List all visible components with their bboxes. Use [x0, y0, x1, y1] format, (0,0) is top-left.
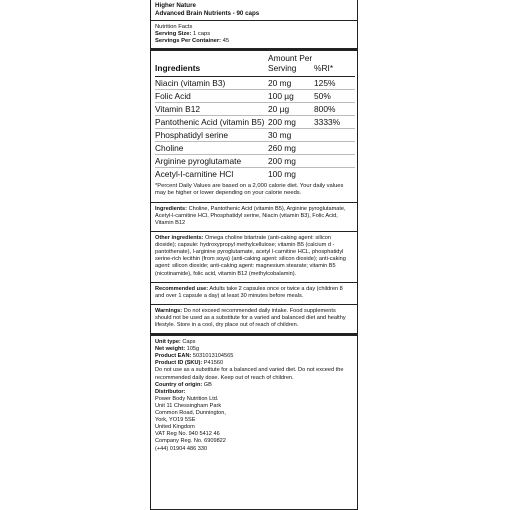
ingredients-section	[151, 202, 357, 227]
ingredient-name: Choline	[155, 142, 268, 155]
product-header	[155, 0, 353, 17]
country-of-origin	[155, 382, 353, 389]
ingredient-name: Arginine pyroglutamate	[155, 155, 268, 168]
nutrition-facts-title: Nutrition Facts	[155, 24, 193, 31]
table-row	[155, 129, 355, 142]
recommended-use-section	[151, 282, 357, 300]
unit-type	[155, 339, 353, 346]
country-value: GB	[202, 381, 212, 388]
product-sku-label: Product ID (SKU):	[155, 360, 203, 367]
address-line: VAT Reg No. 940 5412 46	[155, 431, 220, 438]
net-weight-value: 105g	[185, 346, 200, 353]
col-amount-header: Amount Per Serving	[268, 53, 313, 74]
product-ean	[155, 353, 353, 360]
disclaimer-text: Do not use as a substitute for a balanced and varied diet. Do not exceed the recommended daily dose. Keep out of reach of children.	[155, 367, 344, 381]
other-ingredients-label: Other ingredients:	[155, 235, 204, 242]
ingredient-ri: 800%	[314, 103, 355, 116]
servings-value: 45	[222, 38, 230, 45]
ingredient-name: Vitamin B12	[155, 103, 268, 116]
ingredient-ri	[314, 129, 355, 142]
ingredient-name: Acetyl-l-carnitine HCl	[155, 168, 268, 181]
table-row	[155, 142, 355, 155]
ingredient-amount: 30 mg	[268, 129, 314, 142]
table-header-row	[155, 53, 355, 77]
unit-type-value: Caps	[180, 339, 196, 346]
serving-size-label: Serving Size:	[155, 31, 192, 38]
col-ingredients-header: Ingredients	[155, 63, 201, 74]
nutrition-label-panel	[150, 0, 358, 510]
other-ingredients-text: Omega choline bitartrate (anti-caking agent: silicon dioxide); capsule: hydroxypropyl methylcellulose; vitamin B5 (calcium d -pantothenate), l-arginine pyroglutamate, acetyl l-carnitine HCL, phosphatidyl serine-rich lecithin (from soya) (anti-caking agent: silicon dioxide); anti-caking agent: silicon dioxide; anti-caking agent: magnesium stearate; vitamin B5 (nicotinamide), folic acid, vitamin B12 (methylcobalamin).	[155, 235, 346, 277]
ingredients-label: Ingredients:	[155, 205, 188, 212]
ingredient-amount: 200 mg	[268, 155, 314, 168]
net-weight	[155, 346, 353, 353]
table-body	[155, 77, 355, 181]
ingredient-amount: 100 µg	[268, 90, 314, 103]
ingredient-amount: 200 mg	[268, 116, 314, 129]
address-line: York, YO19 5SE	[155, 417, 196, 424]
ingredient-amount: 20 µg	[268, 103, 314, 116]
address-line: (+44) 01904 486 330	[155, 445, 208, 452]
ingredient-ri	[314, 168, 355, 181]
ingredient-ri: 50%	[314, 90, 355, 103]
address-line: Company Reg. No. 6909822	[155, 438, 226, 445]
serving-size-value: 1 caps	[193, 31, 211, 38]
country-label: Country of origin:	[155, 381, 203, 388]
table-row	[155, 155, 355, 168]
servings-per-container	[155, 38, 353, 45]
ingredient-ri: 125%	[314, 77, 355, 90]
table-row	[155, 90, 355, 103]
table-row	[155, 168, 355, 181]
ingredient-amount: 100 mg	[268, 168, 314, 181]
address-line: Unit 11 Chessingham Park	[155, 402, 222, 409]
distributor-address	[155, 396, 353, 453]
product-info-section	[151, 333, 357, 453]
daily-value-footnote: *Percent Daily Values are based on a 2,000 calorie diet. Your daily values may be higher or lower depending on your calorie needs.	[155, 183, 344, 197]
col-ri-header: %RI*	[314, 63, 334, 74]
nutrition-facts-block	[155, 24, 353, 45]
servings-label: Servings Per Container:	[155, 38, 222, 45]
ingredient-amount: 20 mg	[268, 77, 314, 90]
ingredient-ri: 3333%	[314, 116, 355, 129]
ingredients-table	[155, 53, 355, 180]
ingredients-text: Choline, Pantothenic Acid (vitamin B5), Arginine pyroglutamate, Acetyl-l-carnitine HCl, Phosphatidyl serine, Niacin (vitamin B3), Folic Acid, Vitamin B12	[155, 205, 346, 226]
brand-name: Higher Nature	[155, 2, 196, 9]
recommended-use-label: Recommended use:	[155, 285, 209, 292]
distributor-label: Distributor:	[155, 388, 186, 395]
table-row	[155, 116, 355, 129]
ingredient-name: Folic Acid	[155, 90, 268, 103]
table-row	[155, 77, 355, 90]
ingredient-amount: 260 mg	[268, 142, 314, 155]
product-name: Advanced Brain Nutrients - 90 caps	[155, 9, 260, 17]
thick-divider	[151, 48, 357, 51]
other-ingredients-section	[151, 231, 357, 278]
ingredient-name: Niacin (vitamin B3)	[155, 77, 268, 90]
recommended-use-text: Adults take 2 capsules once or twice a day (children 8 and over 1 capsule a day) at least 30 minutes before meals.	[155, 285, 343, 299]
warnings-label: Warnings:	[155, 307, 183, 314]
product-ean-label: Product EAN:	[155, 353, 192, 360]
warnings-text: Do not exceed recommended daily intake. Food supplements should not be used as a substitute for a varied and balanced diet and healthy lifestyle. Store in a cool, dry place out of reach of children.	[155, 307, 346, 328]
warnings-section	[151, 304, 357, 329]
address-line: Power Body Nutrition Ltd.	[155, 395, 219, 402]
divider	[151, 20, 357, 21]
address-line: United Kingdom	[155, 424, 195, 431]
unit-type-label: Unit type:	[155, 339, 181, 346]
table-row	[155, 103, 355, 116]
ingredient-name: Pantothenic Acid (vitamin B5)	[155, 116, 268, 129]
product-ean-value: 5031013104565	[191, 353, 234, 360]
net-weight-label: Net weight:	[155, 346, 186, 353]
address-line: Common Road, Dunnington,	[155, 410, 226, 417]
product-sku	[155, 360, 353, 367]
ingredient-ri	[314, 155, 355, 168]
serving-size	[155, 31, 353, 38]
ingredient-ri	[314, 142, 355, 155]
ingredient-name: Phosphatidyl serine	[155, 129, 268, 142]
product-sku-value: P41560	[202, 360, 224, 367]
